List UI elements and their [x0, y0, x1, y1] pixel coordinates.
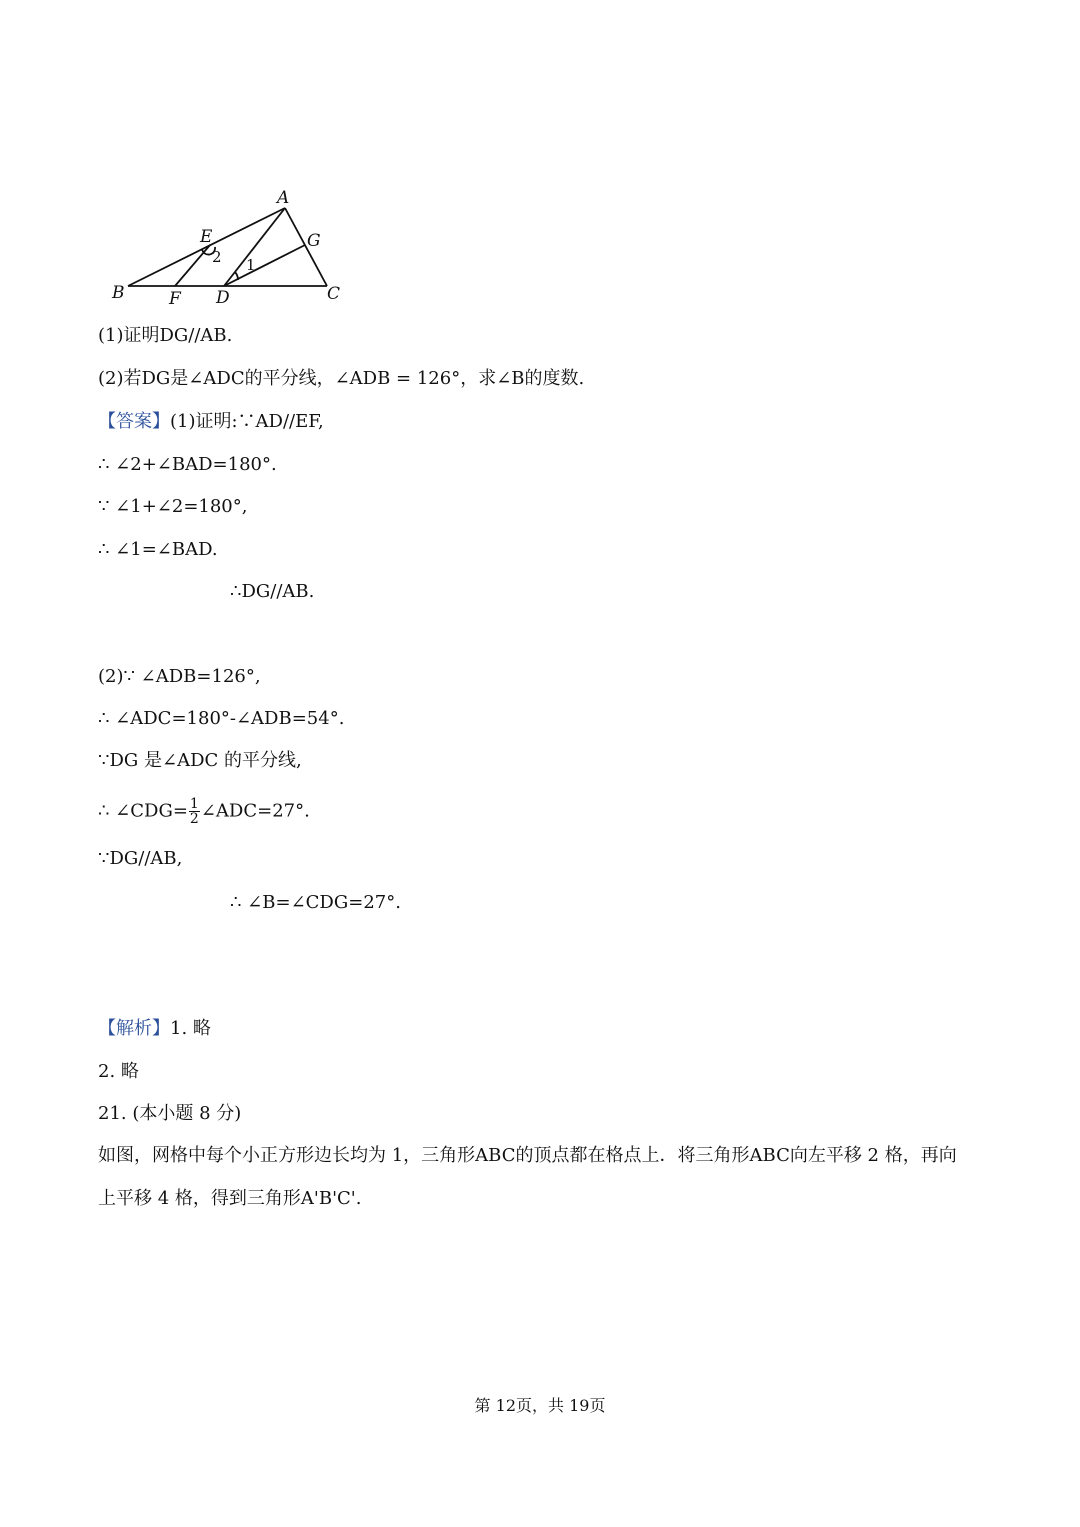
label-f: F — [169, 289, 181, 309]
answer-line-4: ∴ ∠1=∠BAD. — [98, 539, 218, 560]
fraction-numerator: 1 — [189, 796, 199, 812]
analysis-line-1 — [98, 1016, 211, 1042]
label-g: G — [307, 231, 321, 251]
answer-line-11: ∴ ∠B=∠CDG=27°. — [230, 892, 401, 913]
page-footer: 第 12页，共 19页 — [474, 1396, 606, 1415]
analysis-tag: 【解析】 — [98, 1018, 170, 1039]
label-b: B — [112, 283, 125, 303]
answer-line-9-post: ∠ADC=27°. — [200, 800, 310, 822]
label-a: A — [277, 188, 290, 208]
segment-ad — [224, 208, 285, 286]
answer-line-7: ∴ ∠ADC=180°-∠ADB=54°. — [98, 708, 345, 729]
label-e: E — [200, 227, 213, 247]
segment-dg — [224, 245, 305, 286]
analysis-text-1: 1. 略 — [170, 1018, 211, 1039]
segment-ab — [128, 208, 285, 286]
answer-line-8: ∵DG 是∠ADC 的平分线, — [98, 750, 302, 771]
answer-line-2: ∴ ∠2+∠BAD=180°. — [98, 454, 277, 475]
answer-line-3: ∵ ∠1+∠2=180°, — [98, 496, 248, 517]
question-part-2: (2)若DG是∠ADC的平分线，∠ADB = 126°，求∠B的度数. — [98, 368, 585, 389]
label-angle-1: 1 — [246, 256, 256, 274]
answer-line-9-pre: ∴ ∠CDG= — [98, 800, 188, 822]
answer-line-10: ∵DG//AB, — [98, 848, 183, 869]
label-d: D — [216, 288, 230, 308]
fraction-one-half — [189, 797, 200, 826]
answer-line-6: (2)∵ ∠ADB=126°, — [98, 666, 261, 687]
answer-tag: 【答案】 — [98, 411, 170, 432]
fraction-denominator: 2 — [189, 811, 199, 827]
answer-text-1: (1)证明:∵AD//EF, — [170, 411, 324, 432]
analysis-line-2: 2. 略 — [98, 1061, 139, 1082]
question-21-line-1: 如图，网格中每个小正方形边长均为 1，三角形ABC的顶点都在格点上．将三角形ABC向左平移 2 格，再向 — [98, 1145, 957, 1166]
answer-line-5: ∴DG//AB. — [230, 581, 315, 602]
label-angle-2: 2 — [212, 248, 222, 266]
segment-ac — [285, 208, 327, 286]
question-21-header: 21. (本小题 8 分) — [98, 1103, 242, 1124]
geometry-figure — [0, 0, 1080, 320]
answer-line-9 — [98, 797, 310, 826]
label-c: C — [327, 284, 341, 304]
question-21-line-2: 上平移 4 格，得到三角形A'B'C'. — [98, 1188, 362, 1209]
segment-ef — [175, 245, 210, 286]
question-part-1: (1)证明DG//AB. — [98, 325, 233, 346]
answer-line-1 — [98, 409, 324, 435]
